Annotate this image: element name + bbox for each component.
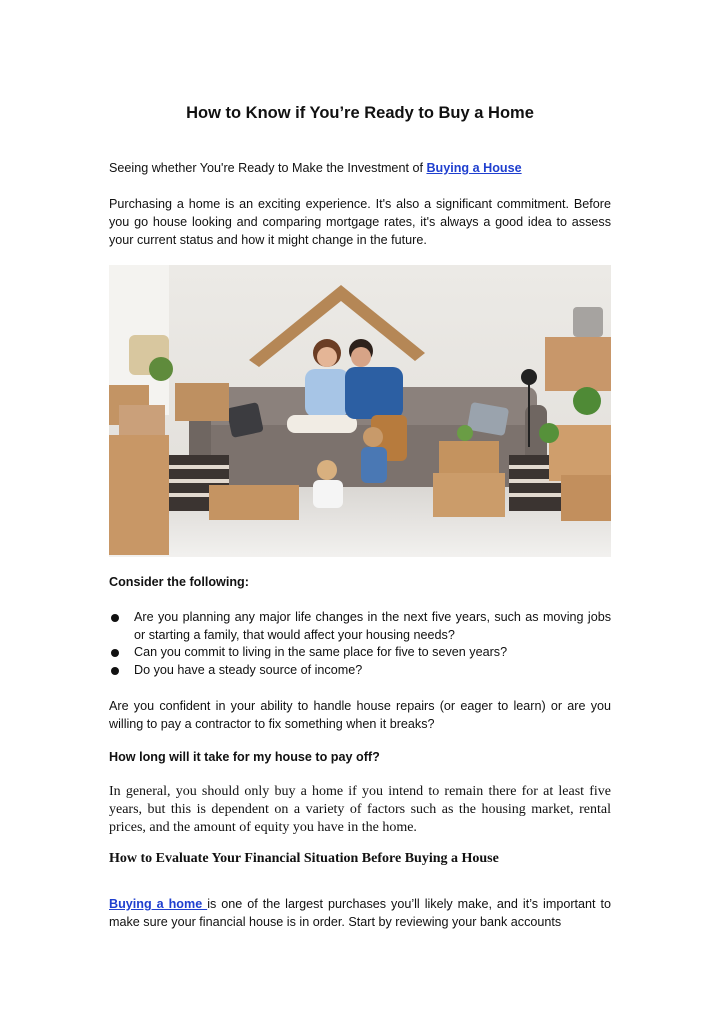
paragraph-financial	[109, 895, 611, 931]
paragraph-payoff: In general, you should only buy a home if you intend to remain there for at least five years, but this is dependent on a variety of factors such as the housing market, rental prices, and the amount of equity you have in the home.	[109, 784, 611, 835]
payoff-heading: How long will it take for my house to pay off?	[109, 750, 380, 764]
consider-heading: Consider the following:	[109, 575, 249, 589]
intro-text: Seeing whether You're Ready to Make the Investment of	[109, 161, 427, 175]
paragraph-repairs: Are you confident in your ability to handle house repairs (or eager to learn) or are you willing to pay a contractor to fix something when it breaks?	[109, 699, 611, 731]
page-title: How to Know if You’re Ready to Buy a Home	[186, 104, 534, 122]
list-item: Can you commit to living in the same place for five to seven years?	[109, 644, 611, 662]
buying-a-home-link[interactable]: Buying a home	[109, 897, 208, 911]
buying-a-house-link[interactable]: Buying a House	[426, 161, 522, 175]
considerations-list	[109, 609, 611, 679]
family-moving-photo	[109, 265, 611, 557]
paragraph-intro: Purchasing a home is an exciting experience. It's also a significant commitment. Before you go house looking and comparing mortgage rates, it's always a good idea to assess your current status and how it might change in the future.	[109, 197, 611, 247]
paragraph-financial-text: is one of the largest purchases you’ll likely make, and it’s important to make sure your financial house is in order. Start by reviewing your bank accounts	[109, 897, 612, 929]
bullet-icon	[111, 649, 119, 657]
bullet-icon	[111, 614, 119, 622]
list-item: Do you have a steady source of income?	[109, 662, 611, 680]
list-item: Are you planning any major life changes in the next five years, such as moving jobs or starting a family, that would affect your housing needs?	[109, 609, 611, 644]
bullet-icon	[111, 667, 119, 675]
intro-line	[109, 159, 611, 177]
financial-heading: How to Evaluate Your Financial Situation Before Buying a House	[109, 851, 499, 866]
